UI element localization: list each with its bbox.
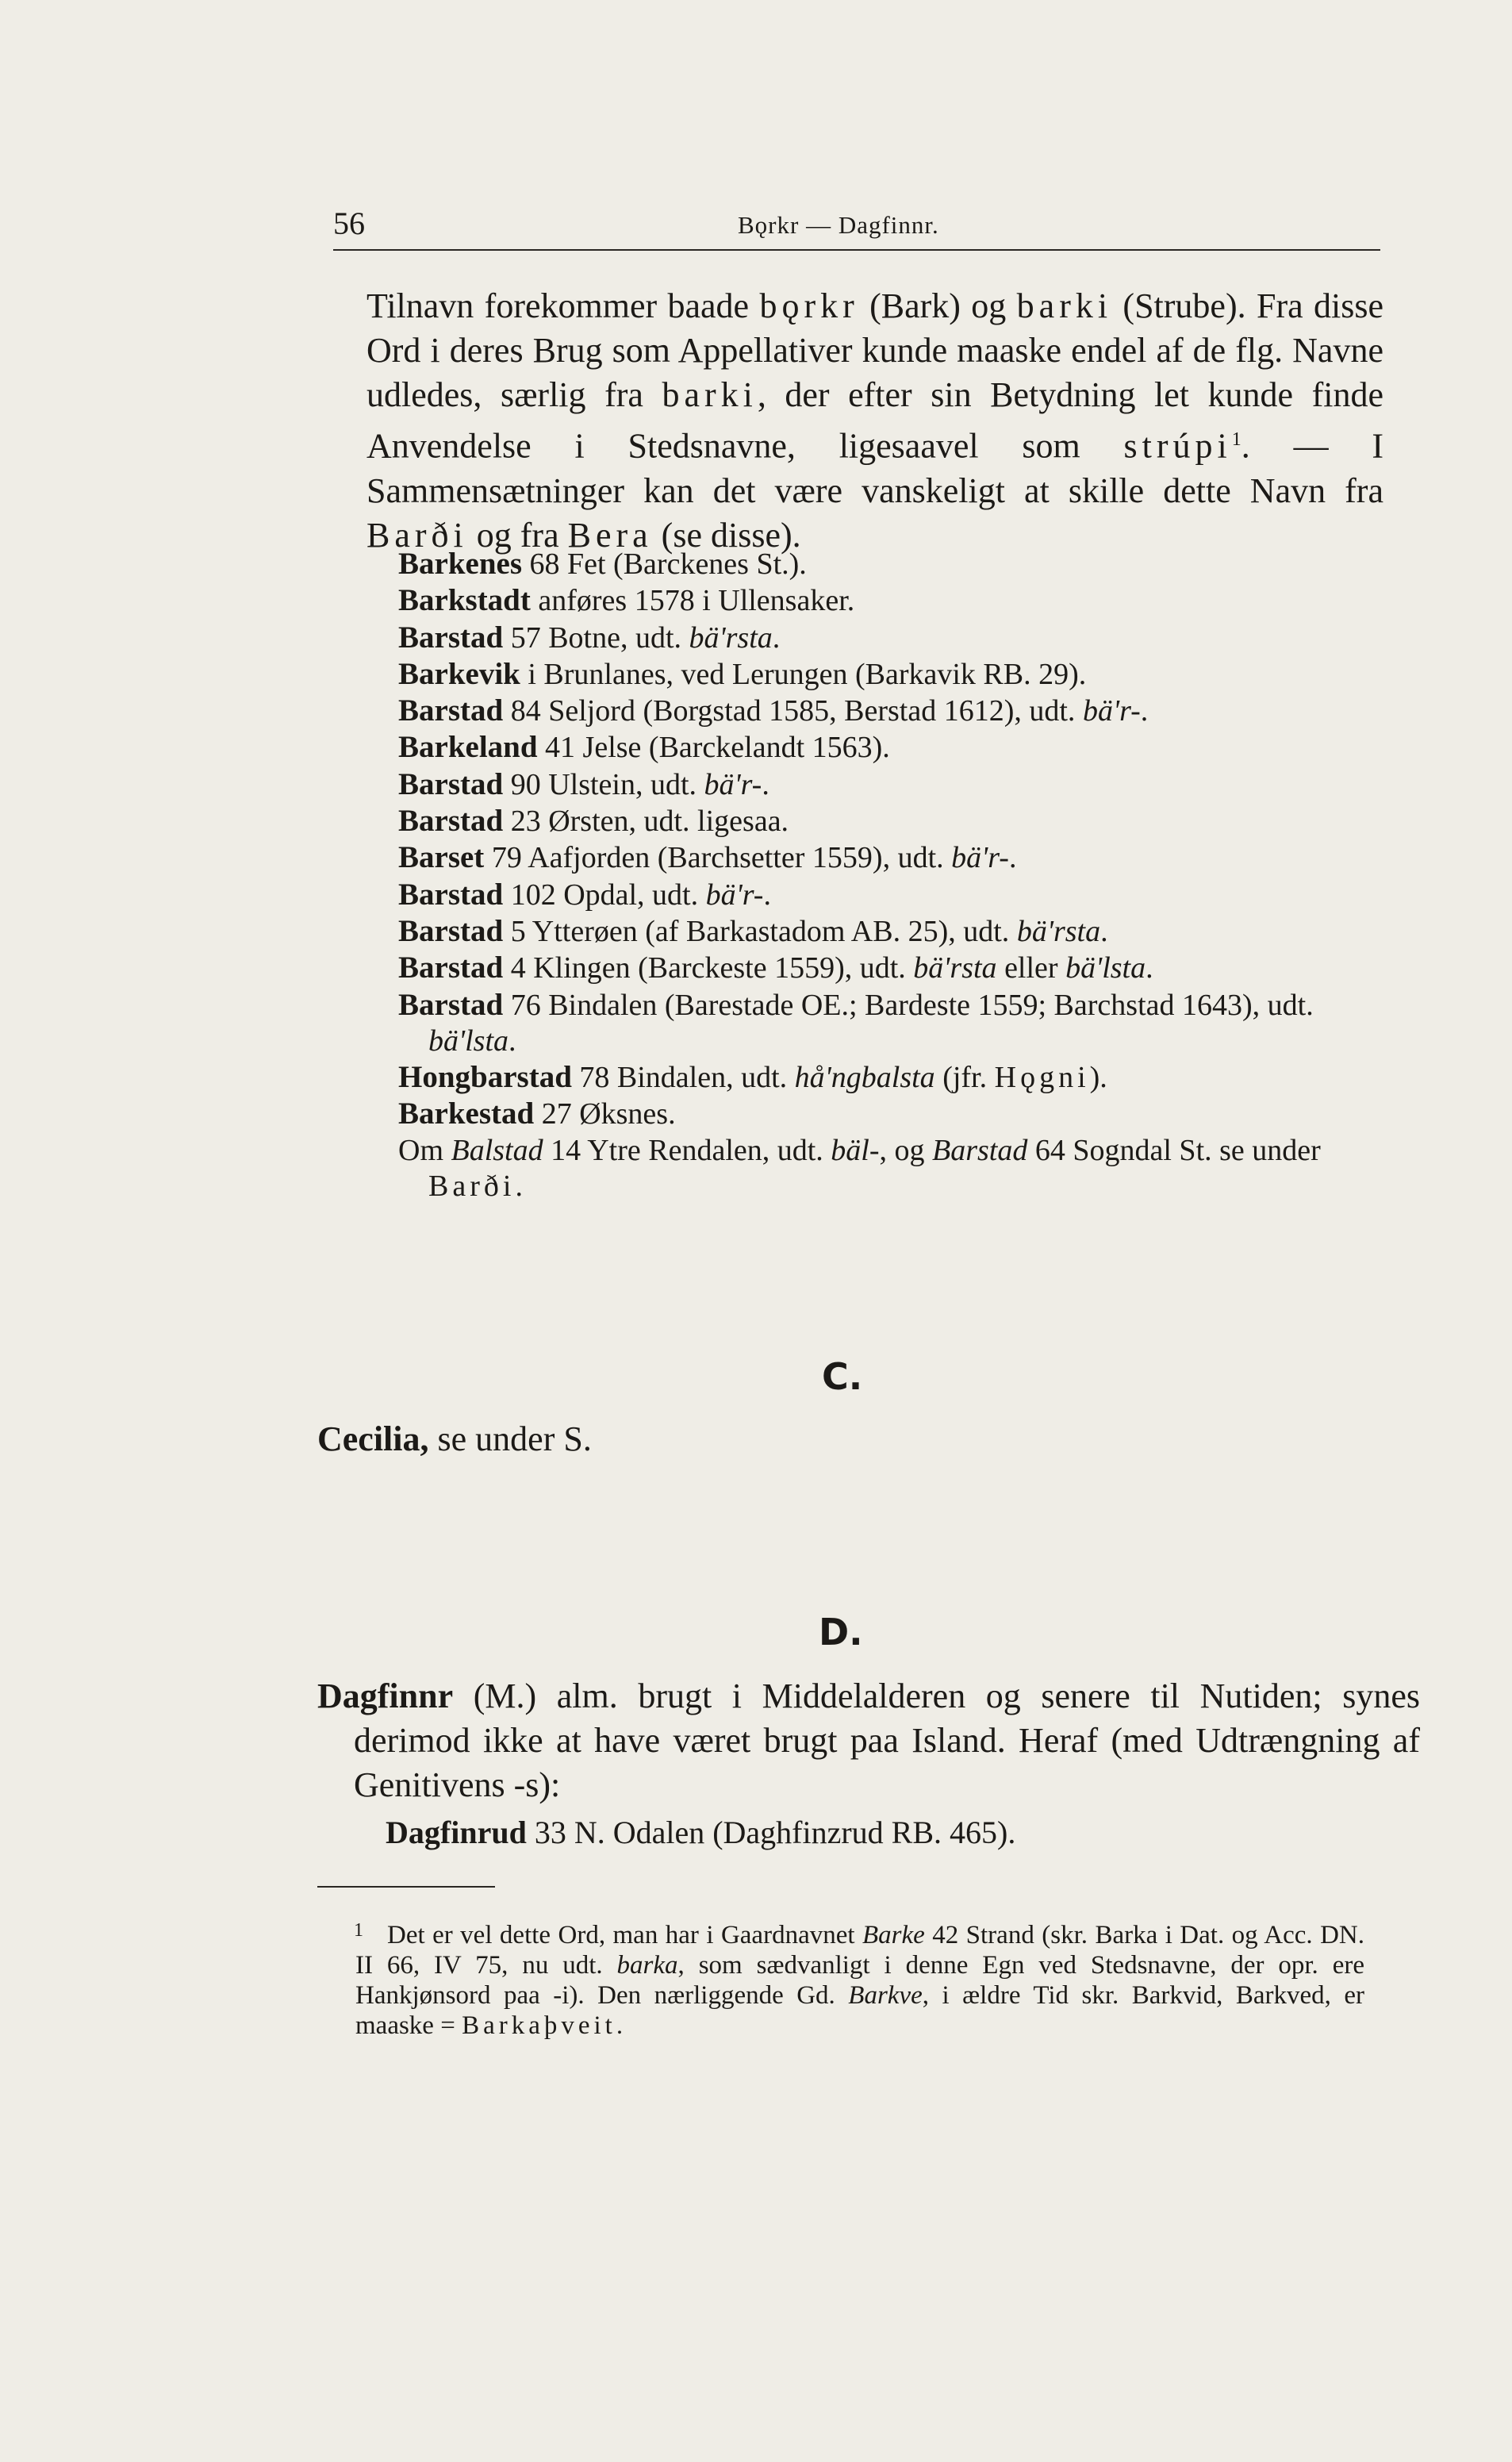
entry-hongbarstad: Hongbarstad 78 Bindalen, udt. hå'ngbalsta (jfr. Hǫgni). <box>398 1060 1107 1095</box>
place-name-entries <box>398 546 1383 1204</box>
page-number: 56 <box>333 205 365 241</box>
entry-barstad-seljord: Barstad 84 Seljord (Borgstad 1585, Berstad 1612), udt. bä'r-. <box>398 693 1149 728</box>
entry-om-balstad: Om Balstad 14 Ytre Rendalen, udt. bäl-, og Barstad 64 Sogndal St. se under Barði. <box>398 1133 1321 1204</box>
entry-barkeland: Barkeland 41 Jelse (Barckelandt 1563). <box>398 730 890 765</box>
entry-barkevik: Barkevik i Brunlanes, ved Lerungen (Barkavik RB. 29). <box>398 656 1087 691</box>
footnote-mark: 1 <box>354 1920 363 1941</box>
entry-barstad-ytteroen: Barstad 5 Ytterøen (af Barkastadom AB. 25), udt. bä'rsta. <box>398 913 1108 948</box>
header-rule <box>333 249 1380 251</box>
entry-barstad-botne: Barstad 57 Botne, udt. bä'rsta. <box>398 620 781 655</box>
entry-barkestad: Barkestad 27 Øksnes. <box>398 1097 676 1131</box>
entry-barstad-klingen: Barstad 4 Klingen (Barckeste 1559), udt. bä'rsta eller bä'lsta. <box>398 951 1153 985</box>
entry-barstad-bindalen: Barstad 76 Bindalen (Barestade OE.; Bardeste 1559; Barchstad 1643), udt. bä'lsta. <box>398 987 1314 1058</box>
running-title: Bǫrkr — Dagfinnr. <box>738 211 939 239</box>
entry-barkenes: Barkenes 68 Fet (Barckenes St.). <box>398 547 807 581</box>
entry-barstad-orsten: Barstad 23 Ørsten, udt. ligesaa. <box>398 804 789 839</box>
entry-dagfinnr: Dagfinnr (M.) alm. brugt i Middelalderen og senere til Nutiden; synes derimod ikke at have været brugt paa Island. Heraf (med Udtrængning af Genitivens -s): <box>317 1677 1420 1804</box>
page-header <box>333 205 1380 244</box>
footnote-ref[interactable]: 1 <box>1231 429 1241 450</box>
entry-barstad-ulstein: Barstad 90 Ulstein, udt. bä'r-. <box>398 766 769 801</box>
section-letter-d: D. <box>819 1611 863 1653</box>
entry-barset: Barset 79 Aafjorden (Barchsetter 1559), udt. bä'r-. <box>398 840 1017 875</box>
entry-dagfinrud: Dagfinrud 33 N. Odalen (Daghfinzrud RB. 465). <box>386 1815 1016 1850</box>
intro-paragraph: Tilnavn forekommer baade bǫrkr (Bark) og barki (Strube). Fra disse Ord i deres Brug som Appellativer kunde maaske endel af de flg. Navne udledes, særlig fra barki, der efter sin Betydning let kunde finde Anvendelse i Stedsnavne, ligesaavel som strúpi$^1$. — I Sammensætninger kan det være vanskeligt at skille dette Navn fra Barði og fra Bera (se disse). <box>366 286 1384 555</box>
entry-cecilia: Cecilia, se under S. <box>317 1419 592 1458</box>
entry-barkstadt: Barkstadt anføres 1578 i Ullensaker. <box>398 583 855 618</box>
section-letter-c: C. <box>822 1355 863 1398</box>
entry-barstad-opdal: Barstad 102 Opdal, udt. bä'r-. <box>398 877 771 912</box>
footnote-rule <box>317 1886 495 1888</box>
footnote: 1 Det er vel dette Ord, man har i Gaardnavnet Barke 42 Strand (skr. Barka i Dat. og Acc. DN. II 66, IV 75, nu udt. barka, som sædvanligt i denne Egn ved Stedsnavne, der opr. ere Hankjønsord paa -i). Den nærliggende Gd. Barkve, i ældre Tid skr. Barkvid, Barkved, er maaske = Barkaþveit. <box>355 1920 1364 2041</box>
